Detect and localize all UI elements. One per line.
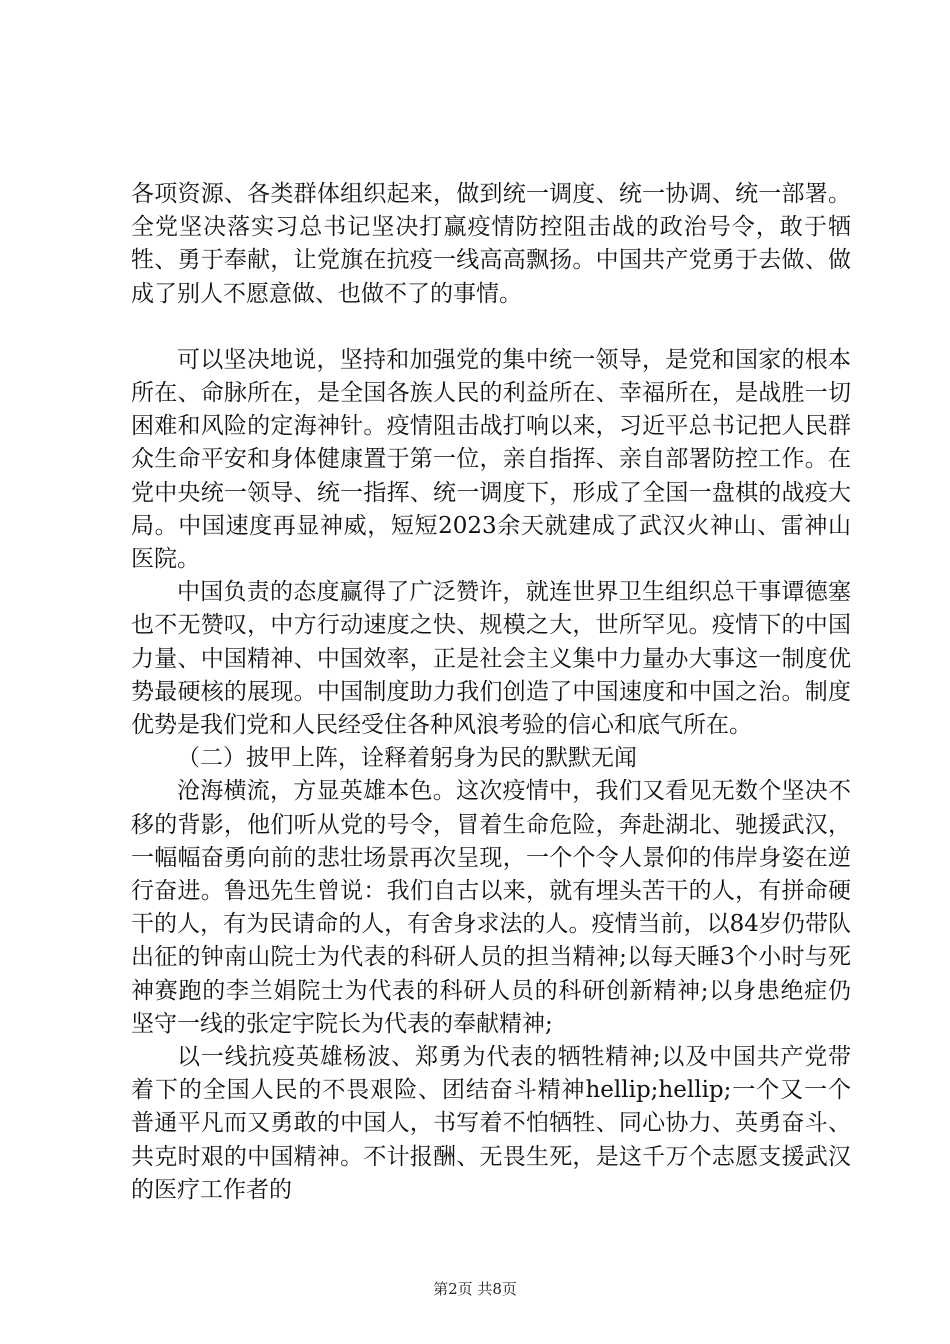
document-body: [131, 178, 851, 1207]
paragraph-party-leadership: 可以坚决地说，坚持和加强党的集中统一领导，是党和国家的根本所在、命脉所在，是全国各族人民的利益所在、幸福所在，是战胜一切困难和风险的定海神针。疫情阻击战打响以来，习近平总书记把人民群众生命平安和身体健康置于第一位，亲自指挥、亲自部署防控工作。在党中央统一领导、统一指挥、统一调度下，形成了全国一盘棋的战疫大局。中国速度再显神威，短短2023余天就建成了武汉火神山、雷神山医院。: [131, 346, 851, 573]
paragraph-china-responsibility: 中国负责的态度赢得了广泛赞许，就连世界卫生组织总干事谭德塞也不无赞叹，中方行动速度之快、规模之大，世所罕见。疫情下的中国力量、中国精神、中国效率，正是社会主义集中力量办大事这一制度优势最硬核的展现。中国制度助力我们创造了中国速度和中国之治。制度优势是我们党和人民经受住各种风浪考验的信心和底气所在。: [131, 579, 851, 739]
paragraph-heroes: 沧海横流，方显英雄本色。这次疫情中，我们又看见无数个坚决不移的背影，他们听从党的号令，冒着生命危险，奔赴湖北、驰援武汉，一幅幅奋勇向前的悲壮场景再次呈现，一个个令人景仰的伟岸身姿在逆行奋进。鲁迅先生曾说：我们自古以来，就有埋头苦干的人，有拼命硬干的人，有为民请命的人，有舍身求法的人。疫情当前，以84岁仍带队出征的钟南山院士为代表的科研人员的担当精神;以每天睡3个小时与死神赛跑的李兰娟院士为代表的科研人员的科研创新精神;以身患绝症仍坚守一线的张定宇院长为代表的奉献精神;: [131, 778, 851, 1037]
paragraph-continuation: 各项资源、各类群体组织起来，做到统一调度、统一协调、统一部署。全党坚决落实习总书记坚决打赢疫情防控阻击战的政治号令，敢于牺牲、勇于奉献，让党旗在抗疫一线高高飘扬。中国共产党勇于去做、做成了别人不愿意做、也做不了的事情。: [131, 181, 851, 307]
page-number-footer: 第2页 共8页: [433, 1280, 517, 1298]
paragraph-sacrifice: 以一线抗疫英雄杨波、郑勇为代表的牺牲精神;以及中国共产党带着下的全国人民的不畏艰险、团结奋斗精神hellip;hellip;一个又一个普通平凡而又勇敢的中国人，书写着不怕牺牲、同心协力、英勇奋斗、共克时艰的中国精神。不计报酬、无畏生死，是这千万个志愿支援武汉的医疗工作者的: [131, 1044, 851, 1203]
section-heading-2: （二）披甲上阵，诠释着躬身为民的默默无闻: [177, 745, 637, 772]
